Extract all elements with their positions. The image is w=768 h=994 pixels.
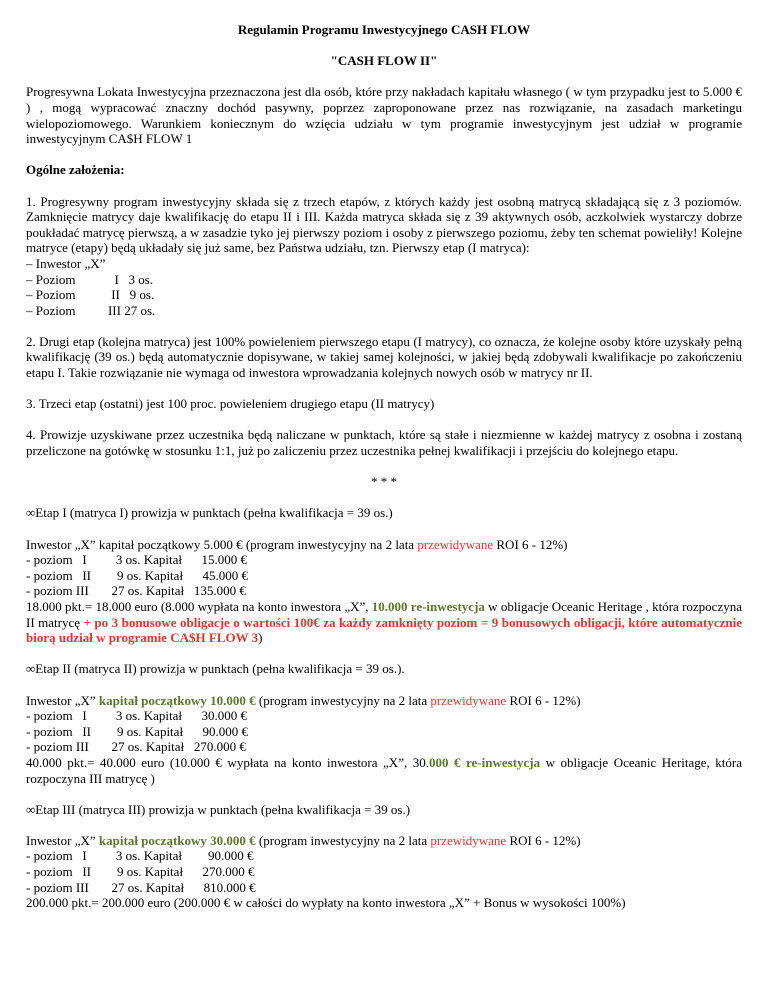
stage-2-summary: 40.000 pkt.= 40.000 euro (10.000 € wypłata na konto inwestora „X”, 30.000 € re-inwestycja w obligacje Oceanic Heritage, która rozpoczyna III matrycę )	[26, 754, 743, 786]
general-heading: Ogólne założenia:	[26, 162, 125, 178]
document-content	[26, 22, 742, 911]
point-1: 1. Progresywny program inwestycyjny składa się z trzech etapów, z których każdy jest osobną matrycą składającą się z 3 poziomów. Zamknięcie matrycy daje kwalifikację do etapu II i III. Każda matryca składa się z 39 aktywnych osób, aczkolwiek wystarczy dobrze poukładać matrycę pierwszą, a w zasadzie tyko jej pierwszy poziom i osoby z pierwszego poziomu, żeby ten schemat powieliły! Kolejne matryce (etapy) będą układały się już same, bez Państwa udziału, tzn. Pierwszy etap (I matryca):	[26, 193, 742, 256]
point-1-list-item: – Poziom II 9 os.	[26, 287, 155, 303]
stage-3-level-row: - poziom II 9 os. Kapitał 270.000 €	[26, 864, 255, 880]
intro-paragraph: Progresywna Lokata Inwestycyjna przeznaczona jest dla osób, które przy nakładach kapitału własnego ( w tym przypadku jest to 5.000 € ) , mogą wypracować znaczny dochód pasywny, poprzez zaproponowane przez nas rozwiązanie, na zasadach marketingu wielopoziomowego. Warunkiem koniecznym do wzięcia udziału w tym programie inwestycyjnym jest udział w programie inwestycyjnym CA$H FLOW 1	[26, 84, 742, 147]
stage-3-level-row: - poziom III 27 os. Kapitał 810.000 €	[26, 879, 256, 895]
stage-3-investor-line: Inwestor „X” kapitał początkowy 30.000 € (program inwestycyjny na 2 lata przewidywane ROI 6 - 12%)	[26, 832, 581, 848]
point-2: 2. Drugi etap (kolejna matryca) jest 100% powieleniem pierwszego etapu (I matrycy), co oznacza, że kolejne osoby które uzyskały pełną kwalifikację (39 os.) będą automatycznie dopisywane, w takiej samej kolejności, w jakiej będą zdobywali kwalifikacje po zakończeniu etapu I. Takie rozwiązanie nie wymaga od inwestora wprowadzania kolejnych nowych osób w matrycy nr II.	[26, 333, 742, 381]
stage-3-summary: 200.000 pkt.= 200.000 euro (200.000 € w całości do wypłaty na konto inwestora „X” + Bonus w wysokości 100%)	[26, 895, 626, 911]
stage-1-summary: 18.000 pkt.= 18.000 euro (8.000 wypłata na konto inwestora „X”, 10.000 re-inwestycja w obligacje Oceanic Heritage , która rozpoczyna II matrycę + po 3 bonusowe obligacje o wartości 100€ za każdy zamknięty poziom = 9 bonusowych obligacji, które automatycznie biorą udział w programie CA$H FLOW 3)	[26, 598, 742, 646]
stage-1-level-row: - poziom III 27 os. Kapitał 135.000 €	[26, 583, 246, 599]
stage-2-heading: ∞Etap II (matryca II) prowizja w punktach (pełna kwalifikacja = 39 os.).	[26, 661, 405, 677]
stage-1-level-row: - poziom II 9 os. Kapitał 45.000 €	[26, 567, 249, 583]
stage-2-level-row: - poziom II 9 os. Kapitał 90.000 €	[26, 723, 249, 739]
stage-2-investor-line: Inwestor „X” kapitał początkowy 10.000 € (program inwestycyjny na 2 lata przewidywane ROI 6 - 12%)	[26, 692, 581, 708]
stage-3-level-row: - poziom I 3 os. Kapitał 90.000 €	[26, 848, 254, 864]
stage-2-level-row: - poziom III 27 os. Kapitał 270.000 €	[26, 739, 246, 755]
document-subtitle: "CASH FLOW II"	[330, 53, 438, 69]
document-title: Regulamin Programu Inwestycyjnego CASH FLOW	[237, 22, 531, 37]
stage-3-heading: ∞Etap III (matryca III) prowizja w punktach (pełna kwalifikacja = 39 os.)	[26, 801, 411, 817]
point-1-list-item: – Inwestor „X”	[26, 255, 106, 271]
point-1-list-item: – Poziom I 3 os.	[26, 271, 154, 287]
section-separator: * * *	[371, 474, 397, 490]
stage-1-level-row: - poziom I 3 os. Kapitał 15.000 €	[26, 552, 247, 568]
point-3: 3. Trzeci etap (ostatni) jest 100 proc. powieleniem drugiego etapu (II matrycy)	[26, 396, 435, 412]
stage-2-level-row: - poziom I 3 os. Kapitał 30.000 €	[26, 708, 247, 724]
point-1-list-item: – Poziom III 27 os.	[26, 302, 156, 318]
stage-1-heading: ∞Etap I (matryca I) prowizja w punktach (pełna kwalifikacja = 39 os.)	[26, 505, 393, 521]
point-4: 4. Prowizje uzyskiwane przez uczestnika będą naliczane w punktach, które są stałe i niezmienne w każdej matrycy z osobna i zostaną przeliczone na gotówkę w stosunku 1:1, już po zaliczeniu przez uczestnika pełnej kwalifikacji i przejściu do kolejnego etapu.	[26, 427, 742, 459]
stage-1-investor-line: Inwestor „X” kapitał początkowy 5.000 € (program inwestycyjny na 2 lata przewidywane ROI 6 - 12%)	[26, 536, 568, 552]
